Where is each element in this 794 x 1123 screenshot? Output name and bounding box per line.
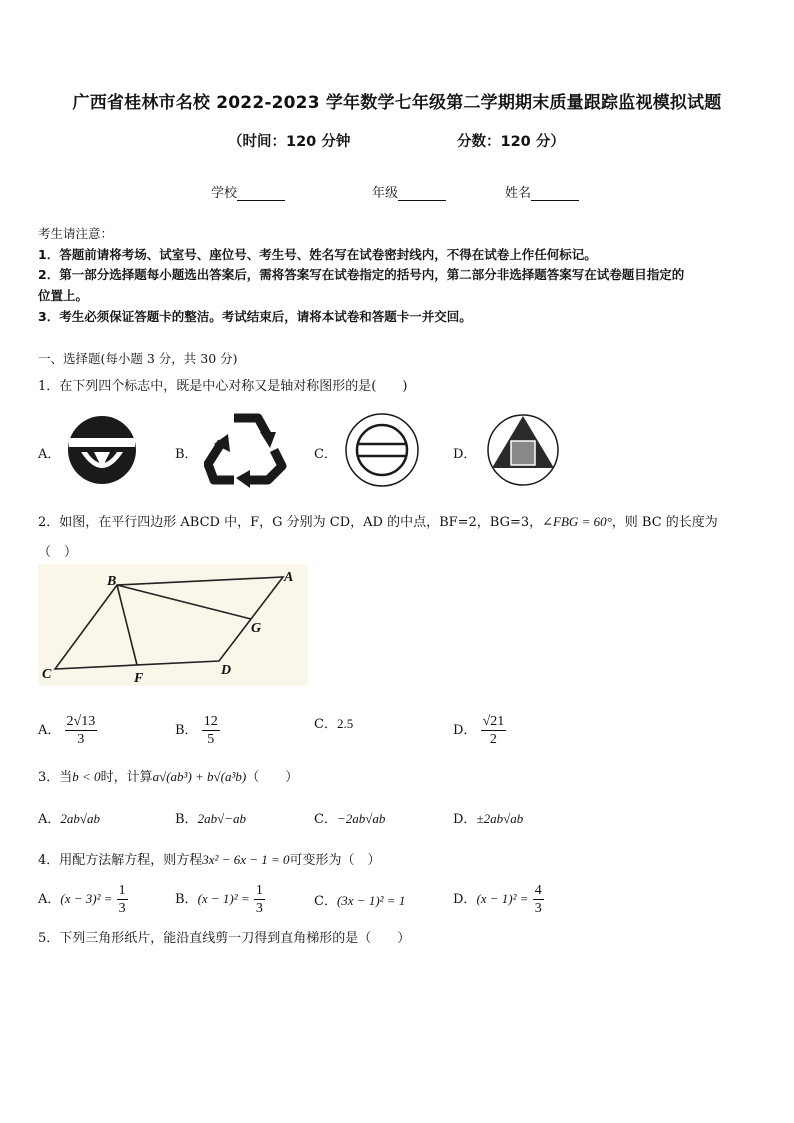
q1-option-d-label: D． [453,447,477,462]
note-3: 3．考生必须保证答题卡的整洁。考试结束后，请将本试卷和答题卡一并交回。 [38,309,472,324]
q3-option-c[interactable]: C．−2ab√ab [314,811,386,827]
note-2a: 2．第一部分选择题每小题选出答案后，需将答案写在试卷指定的括号内，第二部分非选择题答案写在试卷题目指定的 [38,267,685,282]
q4-option-a[interactable]: A．(x − 3)² = $\frac{1}{3}$ [38,883,126,916]
q2-option-d[interactable]: D． $\frac{√21}{2}$ [453,714,505,747]
label-c: C [42,667,52,682]
school-field[interactable]: 学校 [211,182,285,201]
question-5: 5．下列三角形纸片，能沿直线剪一刀得到直角梯形的是（ ） [38,931,411,946]
exam-score: 分数：120 分） [457,134,565,150]
q1-circle-bars-icon [344,413,420,487]
page-title: 广西省桂林市名校 2022-2023 学年数学七年级第二学期期末质量跟踪监视模拟试题 [72,93,722,113]
notes-heading: 考生请注意： [38,226,114,241]
label-d: D [221,663,232,678]
q1-logo-a-icon [67,414,137,486]
question-4: 4．用配方法解方程，则方程3x² − 6x − 1 = 0可变形为（ ） [38,852,381,868]
question-1: 1．在下列四个标志中，既是中心对称又是轴对称图形的是( ) [38,379,408,394]
q1-option-a-label: A． [38,447,61,462]
q1-triangle-square-icon [486,413,560,487]
q2-option-c[interactable]: C．2.5 [314,716,354,732]
q2-paren: （ ） [38,545,78,560]
grade-field[interactable]: 年级 [372,182,446,201]
label-a: A [284,570,294,585]
q2-option-b[interactable]: B． $\frac{12}{5}$ [175,714,218,747]
parallelogram-diagram [38,564,308,686]
name-field[interactable]: 姓名 [505,182,579,201]
q2-angle: ∠FBG = 60° [542,514,612,529]
q1-option-b-label: B． [175,447,198,462]
q4-option-d[interactable]: D．(x − 1)² = $\frac{4}{3}$ [453,883,542,916]
note-1: 1．答题前请将考场、试室号、座位号、考生号、姓名写在试卷密封线内，不得在试卷上作任何标记。 [38,247,597,262]
q2-option-a[interactable]: A． $\frac{2√13}{3}$ [38,714,96,747]
exam-time: （时间：120 分钟 [228,134,351,150]
q1-option-c-label: C． [314,447,337,462]
section-heading: 一、选择题(每小题 3 分，共 30 分) [38,351,238,366]
q3-option-b[interactable]: B．2ab√−ab [175,811,246,827]
label-g: G [251,621,262,636]
q4-option-b[interactable]: B．(x − 1)² = $\frac{1}{3}$ [175,883,263,916]
q3-option-d[interactable]: D．±2ab√ab [453,811,524,827]
label-f: F [134,671,144,686]
q3-option-a[interactable]: A．2ab√ab [38,811,101,827]
question-3: 3．当b < 0时，计算a√(ab³) + b√(a³b)（ ） [38,769,299,785]
note-2b: 位置上。 [38,288,89,303]
q1-recycle-icon [204,408,288,488]
q4-option-c[interactable]: C．(3x − 1)² = 1 [314,893,406,909]
question-2: 2．如图，在平行四边形 ABCD 中，F，G 分别为 CD，AD 的中点，BF=2，BG=3，∠FBG = 60°，则 BC 的长度为 [38,514,718,530]
label-b: B [107,574,117,589]
